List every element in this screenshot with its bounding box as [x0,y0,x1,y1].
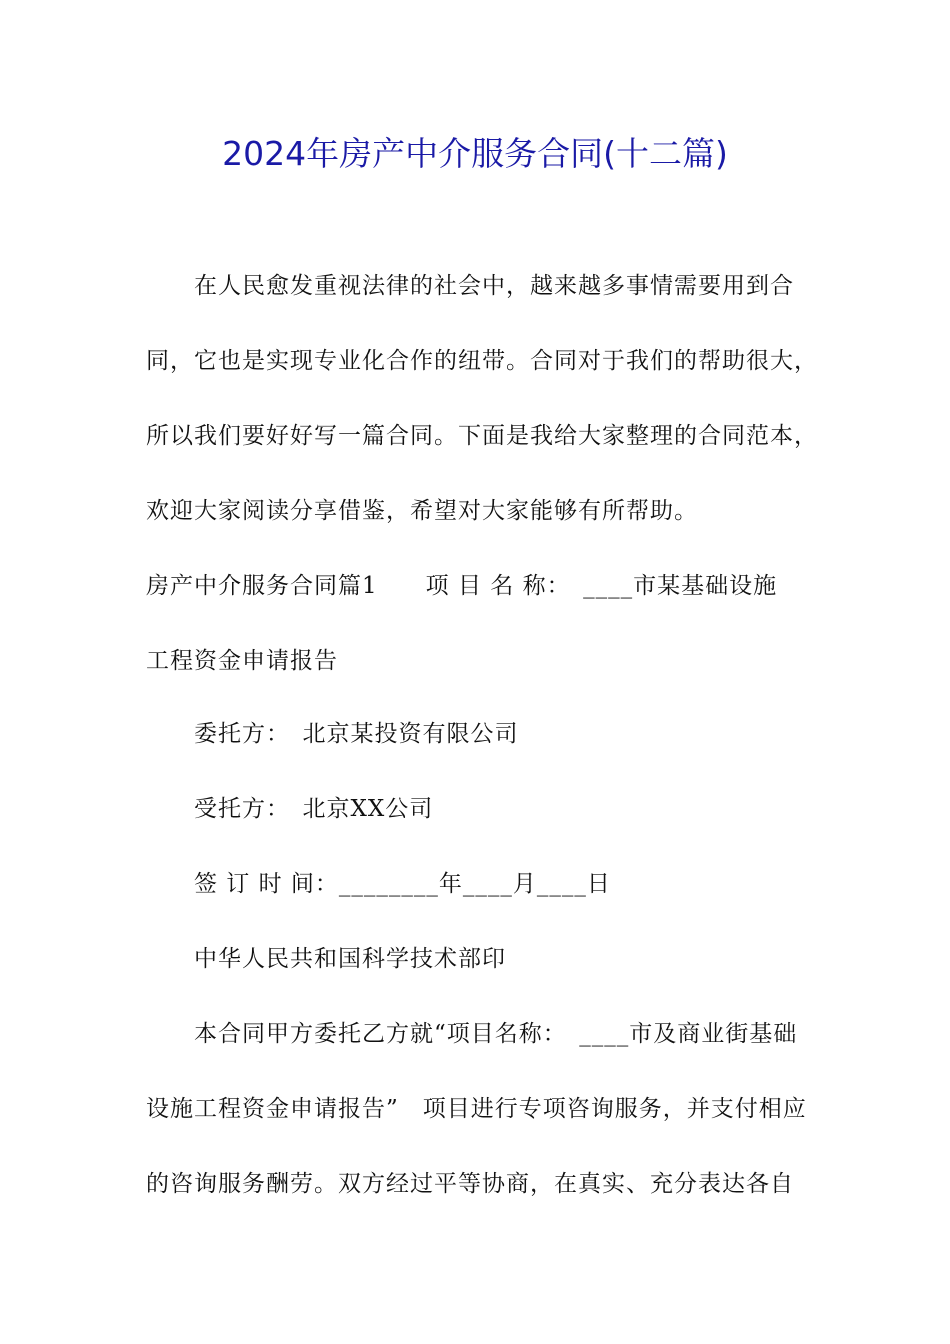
client-line: 委托方： 北京某投资有限公司 [194,721,519,747]
contractor-line: 受托方： 北京XX公司 [194,796,434,822]
paragraph-line: 的咨询服务酬劳。双方经过平等协商，在真实、充分表达各自 [146,1171,794,1197]
paragraph-line: 欢迎大家阅读分享借鉴，希望对大家能够有所帮助。 [146,498,698,524]
paragraph-line: 在人民愈发重视法律的社会中，越来越多事情需要用到合 [194,273,794,299]
paragraph-line: 设施工程资金申请报告” 项目进行专项咨询服务，并支付相应 [146,1096,807,1122]
paragraph-line: 所以我们要好好写一篇合同。下面是我给大家整理的合同范本， [146,423,818,449]
contract-heading-line: 房产中介服务合同篇1 项 目 名 称： ____市某基础设施 [146,573,778,599]
paragraph-line: 本合同甲方委托乙方就“项目名称： ____市及商业街基础 [194,1021,798,1047]
paragraph-line: 同，它也是实现专业化合作的纽带。合同对于我们的帮助很大， [146,348,818,374]
issuer-line: 中华人民共和国科学技术部印 [194,946,506,972]
contract-heading-line: 工程资金申请报告 [146,648,338,674]
signing-date-line: 签 订 时 间：________年____月____日 [194,871,611,897]
document-title: 2024年房产中介服务合同(十二篇) [222,134,728,173]
